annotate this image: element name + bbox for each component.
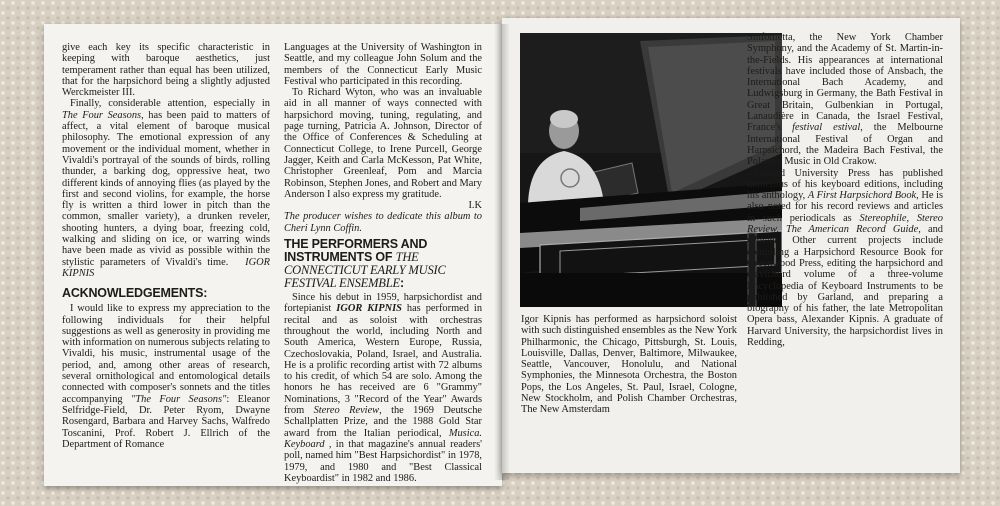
booklet-spine <box>494 24 510 480</box>
acknowledgements-heading: ACKNOWLEDGEMENTS: <box>62 286 208 301</box>
kipnis-bio-paragraph: Since his debut in 1959, harpsichordist and fortepianist IGOR KIPNIS has performed in recital and as soloist with orchestras throughout the world, including North and South America, Western Europe, Russia, Czechoslovakia, Poland, Israel, and Australia. He is a prolific recording artist with 72 albums to his credit, of which 54 are solo. Among the honors he has received are 6 "Grammy" Nominations, 3 "Record of the Year" Awards from Stereo Review, the 1969 Deutsche Schallplatten Prize, and the 1988 Gold Star award from the Italian periodical, Musica. Keyboard , in that magazine's annual readers' poll, named him "Best Harpsichordist" in 1978, 1979, and 1980 and "Best Classical Keyboardist" in 1982 and 1986. <box>284 292 483 484</box>
thanks-paragraph: Languages at the University of Washington in Seattle, and my colleague John Solum and the members of the Connecticut Early Music Festival who participated in this recording. <box>284 42 482 87</box>
harpsichordist-photo <box>520 33 782 307</box>
dedication: The producer wishes to dedicate this album to Cheri Lynn Coffin. <box>284 211 482 234</box>
signature: IGOR KIPNIS <box>62 256 270 279</box>
festivals-paragraph: Sinfonietta, the New York Chamber Symphony, and the Academy of St. Martin-in-the-Fields. His appearances at international festivals have included those of Ansbach, the International Bach Academy, and Ludwigsburg in Germany, the Bath Festival in Great Britain, Gulbenkian in Portugal, Lanaudière in Canada, the Israel Festival, France's festival estival, the Melbourne International Festival of Organ and Harpsichord, the Madeira Bach Festival, the Poland's Music in Old Crakow. <box>747 32 944 168</box>
left-column-1 <box>62 42 270 450</box>
performers-heading: THE PERFORMERS AND INSTRUMENTS OF THE CONNECTICUT EARLY MUSIC FESTIVAL ENSEMBLE: <box>284 237 446 291</box>
affect-paragraph: Finally, considerable attention, especially in The Four Seasons, has been paid to matters of affect, a vital element of baroque musical philosophy. The emotional expression of any movement or the individual moment, whether in Vivaldi's portrayal of the sounds of birds, rolling thunder, a barking dog, oppressive heat, two different kinds of annoying flies (as played by the first and second violins, for example, the horse fly is written a third lower in pitch than the common, smaller variety), a drunken reveler, shooting hunters, a dying boar, freezing cold, walking and sliding on ice, or warring winds have been made as vivid as possible within the stylistic parameters of Vivaldi's time. IGOR KIPNIS <box>62 98 271 279</box>
photo-caption: Igor Kipnis has performed as harpsichord soloist with such distinguished ensembles as the New York Philharmonic, the Chicago, Pittsburgh, St. Louis, Louisville, Dallas, Denver, Baltimore, Milwaukee, Seattle, Vancouver, Honolulu, and National Symphonies, the Minnesota Orchestra, the Boston Pops, the Los Angeles, St. Paul, Israel, Cologne, New Stockholm, and Polish Chamber Orchestras, The New Amsterdam <box>521 314 737 416</box>
acknowledgements-paragraph: I would like to express my appreciation to the following individuals for their helpful suggestions as well as generosity in providing me with information on numerous subjects relating to Vivaldi, his music, instrumental usage of the period, and, among other areas of research, several ornithological and entomological details connected with composer's sonnets and the titles accompanying "The Four Seasons": Eleanor Selfridge-Field, Dr. Peter Ryom, Dwayne Rosengard, Barbara and Harvey Sachs, Walfredo Toscanini, Prof. Robert J. Ellrich of the Department of Romance <box>62 303 270 450</box>
gratitude-paragraph: To Richard Wyton, who was an invaluable aid in all manner of ways connected with harpsichord moving, tuning, regulating, and page turning, Patricia A. Johnson, Director of the Office of Conferences & Scheduling at Connecticut College, to Irene Purcell, George Jagger, Keith and Carla McKesson, Pat White, Christopher Greenleaf, Pom and Marcia Robinson, Stephen Jones, and Robert and Mary Anderson I also express my gratitude. <box>284 87 482 200</box>
left-column-2 <box>284 42 482 484</box>
performer-name: IGOR KIPNIS <box>336 303 402 315</box>
publications-paragraph: Oxford University Press has published numerous of his keyboard editions, including his anthology, A First Harpsichord Book, He is also noted for his record reviews and articles in such periodicals as Stereophile, Stereo Review, The American Record Guide, and Clavier. Other current projects include compiling a Harpsichord Resource Book for Greenwood Press, editing the harpsichord and clavichord volume of a three-volume Encyclopedia of Keyboard Instruments to be published by Garland, and preparing a biography of his father, the late Metropolitan Opera bass, Alexander Kipnis. A graduate of Harvard University, the harpsichordist lives in Redding, <box>747 167 944 349</box>
four-seasons-title: The Four Seasons <box>62 109 142 121</box>
temperament-paragraph: give each key its specific characteristic in keeping with baroque aesthetics, just temperament rather than equal has been utilized, that for the harpsichord being a slightly adjusted Werckmeister III. <box>62 42 270 99</box>
right-column <box>747 32 943 348</box>
harpsichord-image <box>520 33 782 307</box>
initials: I.K <box>468 200 482 212</box>
